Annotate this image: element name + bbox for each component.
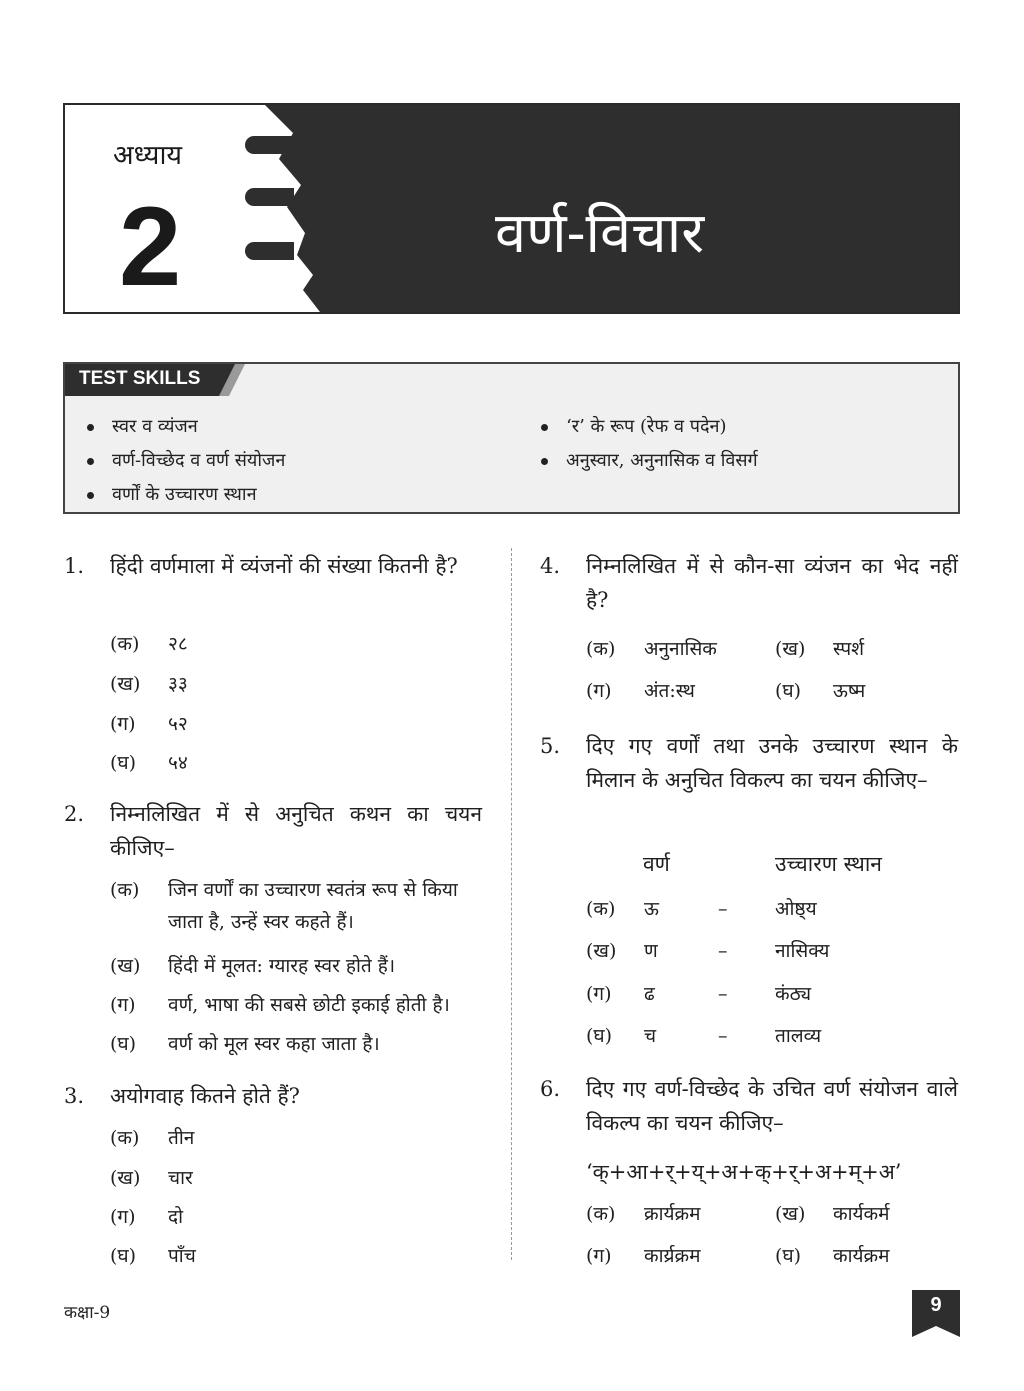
- column-divider: [511, 548, 512, 1260]
- question-text: हिंदी वर्णमाला में व्यंजनों की संख्या कितनी है?: [110, 554, 458, 578]
- question-text: दिए गए वर्ण-विच्छेद के उचित वर्ण संयोजन वाले विकल्प का चयन कीजिए–: [586, 1077, 958, 1135]
- option: (ख) हिंदी में मूलत: ग्यारह स्वर होते हैं।: [110, 955, 396, 977]
- column-heading-place: उच्चारण स्थान: [775, 852, 882, 876]
- skill-item: वर्ण-विच्छेद व वर्ण संयोजन: [87, 448, 285, 472]
- skill-item: वर्णों के उच्चारण स्थान: [87, 482, 257, 506]
- match-row: (ख) ण – नासिक्य: [586, 940, 830, 962]
- chapter-header: [63, 103, 960, 314]
- question-number: 4.: [540, 554, 561, 578]
- test-skills-box: [63, 362, 960, 514]
- question-number: 6.: [540, 1077, 561, 1101]
- option: (क) तीन: [110, 1127, 195, 1149]
- question-text: अयोगवाह कितने होते हैं?: [110, 1084, 300, 1108]
- column-heading-letter: वर्ण: [643, 852, 670, 876]
- chapter-label: अध्याय: [113, 140, 183, 171]
- option: (ख) चार: [110, 1167, 193, 1189]
- page-number: 9: [930, 1294, 942, 1316]
- option: (घ) ५४: [110, 752, 188, 774]
- option: (ग) दो: [110, 1206, 184, 1228]
- option: (घ) पाँच: [110, 1245, 196, 1267]
- option: (ग) वर्ण, भाषा की सबसे छोटी इकाई होती है।: [110, 994, 450, 1016]
- question-number: 2.: [64, 802, 85, 826]
- question-expression: ‘क्+आ+र्+य्+अ+क्+र्+अ+म्+अ’: [586, 1160, 902, 1184]
- question-number: 1.: [64, 554, 85, 578]
- skill-item: अनुस्वार, अनुनासिक व विसर्ग: [541, 448, 758, 472]
- option: (घ) वर्ण को मूल स्वर कहा जाता है।: [110, 1033, 380, 1055]
- option: (क) अनुनासिक: [586, 638, 717, 660]
- option: (क) २८: [110, 633, 188, 655]
- match-row: (क) ऊ – ओष्ठ्य: [586, 898, 817, 920]
- option: (ख) ३३: [110, 673, 188, 695]
- match-row: (घ) च – तालव्य: [586, 1025, 822, 1047]
- bullet-icon: [541, 424, 548, 431]
- skill-item: स्वर व व्यंजन: [87, 414, 198, 438]
- option: (ख) स्पर्श: [775, 638, 865, 660]
- bullet-icon: [87, 458, 94, 465]
- test-skills-heading: TEST SKILLS: [79, 368, 201, 389]
- bullet-icon: [87, 492, 94, 499]
- chapter-title: वर्ण-विचार: [495, 201, 705, 266]
- question-text: निम्नलिखित में से कौन-सा व्यंजन का भेद नहीं है?: [586, 554, 958, 612]
- skill-item: ‘र’ के रूप (रेफ व पदेन): [541, 414, 727, 438]
- question-number: 5.: [540, 734, 561, 758]
- option: (घ) ऊष्म: [775, 680, 866, 702]
- option: (ग) अंत:स्थ: [586, 680, 695, 702]
- option: (ग) कार्य्रक्रम: [586, 1245, 701, 1267]
- question-text: दिए गए वर्णों तथा उनके उच्चारण स्थान के मिलान के अनुचित विकल्प का चयन कीजिए–: [586, 734, 958, 792]
- question-text: निम्नलिखित में से अनुचित कथन का चयन कीजिए–: [110, 802, 482, 860]
- footer-class-label: कक्षा-9: [64, 1303, 111, 1323]
- match-row: (ग) ढ – कंठ्य: [586, 983, 812, 1005]
- page-number-badge: [912, 1290, 960, 1337]
- option: (ख) कार्यकर्म: [775, 1203, 890, 1225]
- chapter-number: 2: [119, 184, 182, 309]
- bullet-icon: [87, 424, 94, 431]
- question-number: 3.: [64, 1084, 85, 1108]
- option: (ग) ५२: [110, 713, 188, 735]
- option: (क) क्रार्यक्रम: [586, 1203, 701, 1225]
- option: (घ) कार्यक्रम: [775, 1245, 890, 1267]
- bullet-icon: [541, 458, 548, 465]
